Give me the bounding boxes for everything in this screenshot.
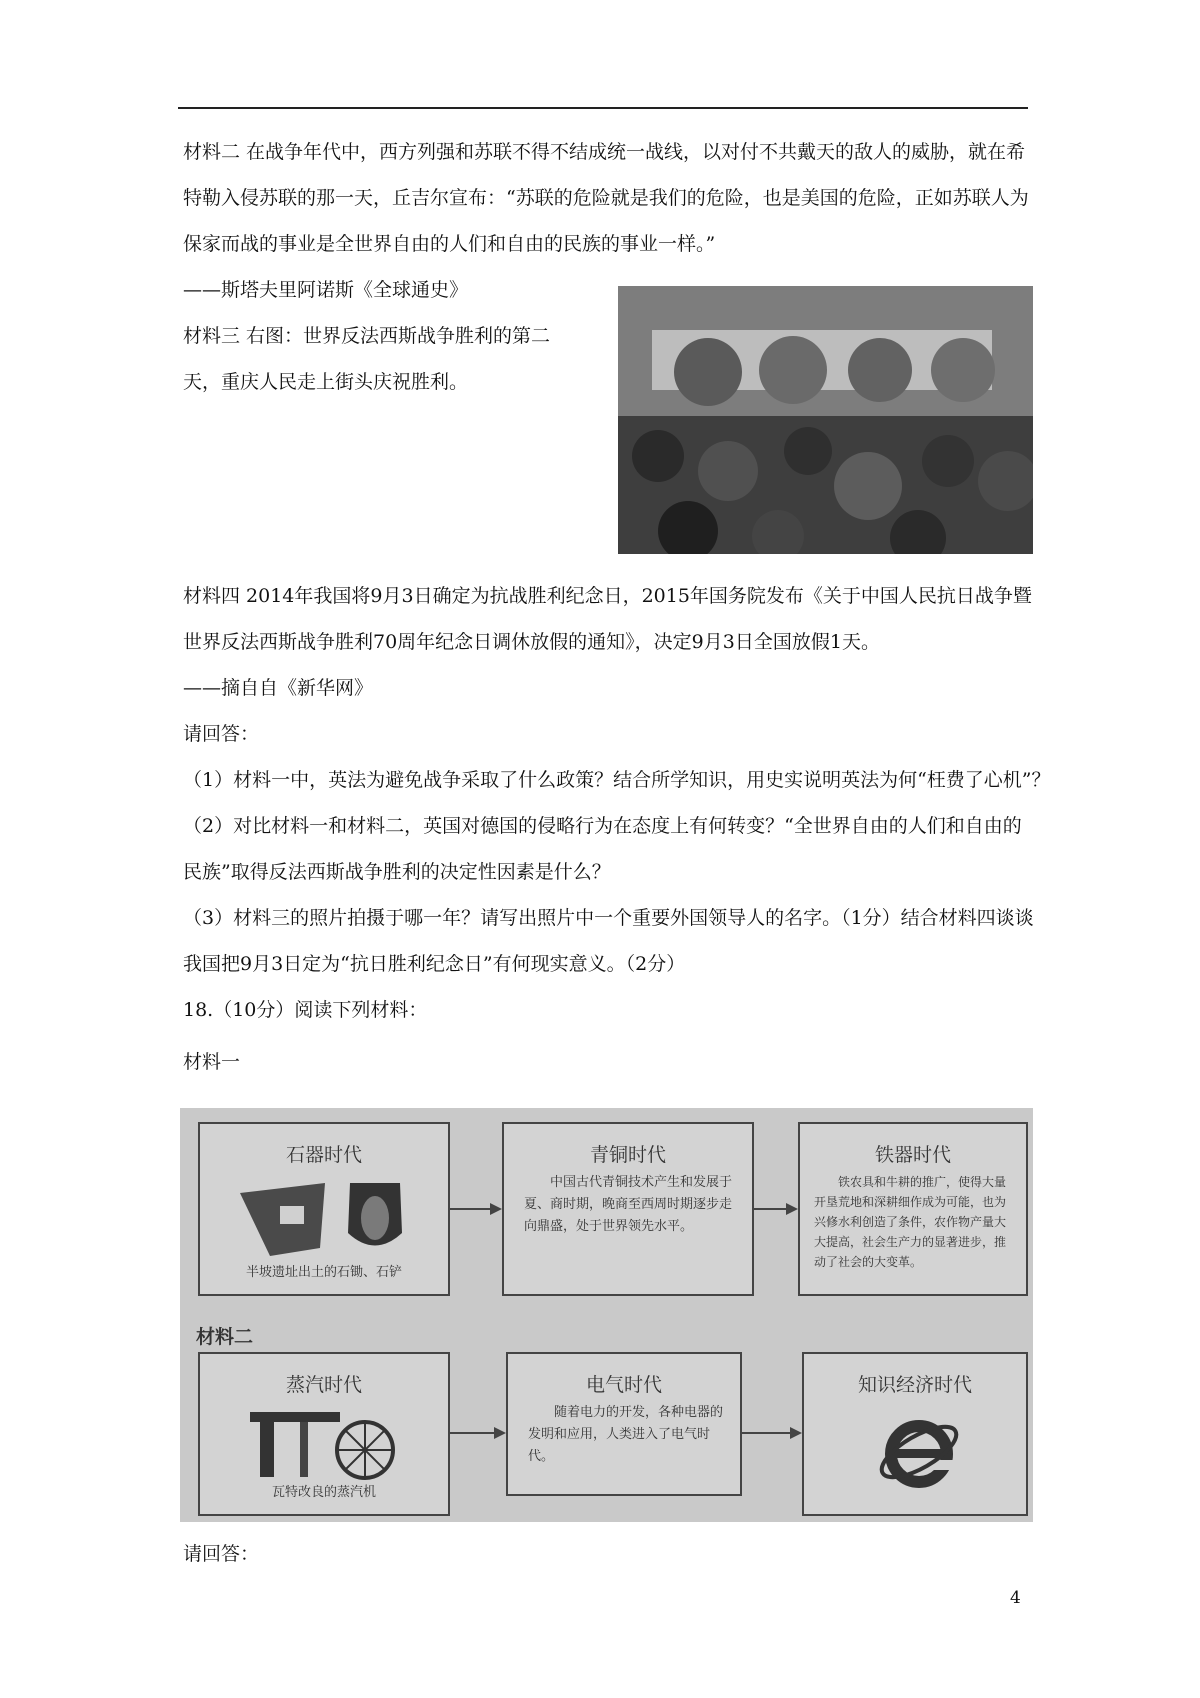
chongqing-celebration-photo [618,286,1033,554]
box-title: 铁器时代 [874,1144,951,1166]
question-2-line-2: 民族”取得反法西斯战争胜利的决定性因素是什么？ [183,861,611,883]
header-rule [178,107,1028,109]
material-2-line-1: 材料二 在战争年代中，西方列强和苏联不得不结成统一战线，以对付不共戴天的敌人的威胁，就在希 [183,141,1026,163]
material-2-line-3: 保家而战的事业是全世界自由的人们和自由的民族的事业一样。” [183,233,716,255]
question-1: （1）材料一中，英法为避免战争采取了什么政策？结合所学知识，用史实说明英法为何“枉费了心机”？ [183,769,1051,791]
please-answer-2: 请回答： [183,1543,260,1565]
question-3-line-2: 我国把9月3日定为“抗日胜利纪念日”有何现实意义。（2分） [183,953,686,975]
question-3-line-1: （3）材料三的照片拍摄于哪一年？请写出照片中一个重要外国领导人的名字。（1分）结合材料四谈谈 [183,907,1034,929]
material-4-line-2: 世界反法西斯战争胜利70周年纪念日调休放假的通知》，决定9月3日全国放假1天。 [183,631,880,653]
box-text: 随着电力的开发，各种电器的发明和应用，人类进入了电气时代。 [528,1405,724,1464]
box-title: 青铜时代 [589,1144,666,1166]
material-2-line-2: 特勒入侵苏联的那一天，丘吉尔宣布：“苏联的危险就是我们的危险，也是美国的危险，正如苏联人为 [183,187,1029,209]
box-text: 中国古代青铜技术产生和发展于夏、商时期，晚商至西周时期逐步走向鼎盛，处于世界领先水平。 [524,1175,733,1234]
box-title: 知识经济时代 [857,1374,972,1396]
question-18-heading: 18.（10分）阅读下列材料： [183,999,428,1021]
arrow-2 [752,1208,796,1210]
material-2-label: 材料二 [196,1326,254,1348]
box-title: 电气时代 [585,1374,662,1396]
steam-engine-illustration [240,1402,410,1482]
box-knowledge-economy-age [802,1352,1028,1516]
stone-tools-illustration [230,1178,420,1258]
box-bronze-age [502,1122,754,1296]
box-text: 铁农具和牛耕的推广，使得大量开垦荒地和深耕细作成为可能，也为兴修水利创造了条件，农作物产量大大提高，社会生产力的显著进步，推动了社会的大变革。 [814,1175,1007,1269]
box-caption: 半坡遗址出土的石锄、石铲 [245,1265,402,1280]
material-2-source: ——斯塔夫里阿诺斯《全球通史》 [183,279,469,301]
box-title: 石器时代 [285,1144,362,1166]
question-2-line-1: （2）对比材料一和材料二，英国对德国的侵略行为在态度上有何转变？“全世界自由的人们和自由的 [183,815,1022,837]
box-title: 蒸汽时代 [285,1374,362,1396]
box-caption: 瓦特改良的蒸汽机 [271,1485,376,1500]
arrow-4 [740,1432,800,1434]
material-1-label: 材料一 [183,1051,241,1073]
material-4-line-1: 材料四 2014年我国将9月3日确定为抗战胜利纪念日，2015年国务院发布《关于中国人民抗日战争暨 [183,585,1032,607]
material-3-line-2: 天，重庆人民走上街头庆祝胜利。 [183,371,469,393]
tech-eras-diagram [180,1108,1033,1522]
please-answer-1: 请回答： [183,723,260,745]
box-electric-age [506,1352,742,1496]
material-3-line-1: 材料三 右图：世界反法西斯战争胜利的第二 [183,325,551,347]
box-steam-age [198,1352,450,1516]
internet-explorer-icon [874,1406,964,1496]
arrow-3 [448,1432,504,1434]
box-stone-age [198,1122,450,1296]
material-4-source: ——摘自自《新华网》 [183,677,374,699]
photo-illustration [618,286,1033,554]
page-number: 4 [1010,1588,1021,1608]
box-iron-age [798,1122,1028,1296]
arrow-1 [448,1208,500,1210]
